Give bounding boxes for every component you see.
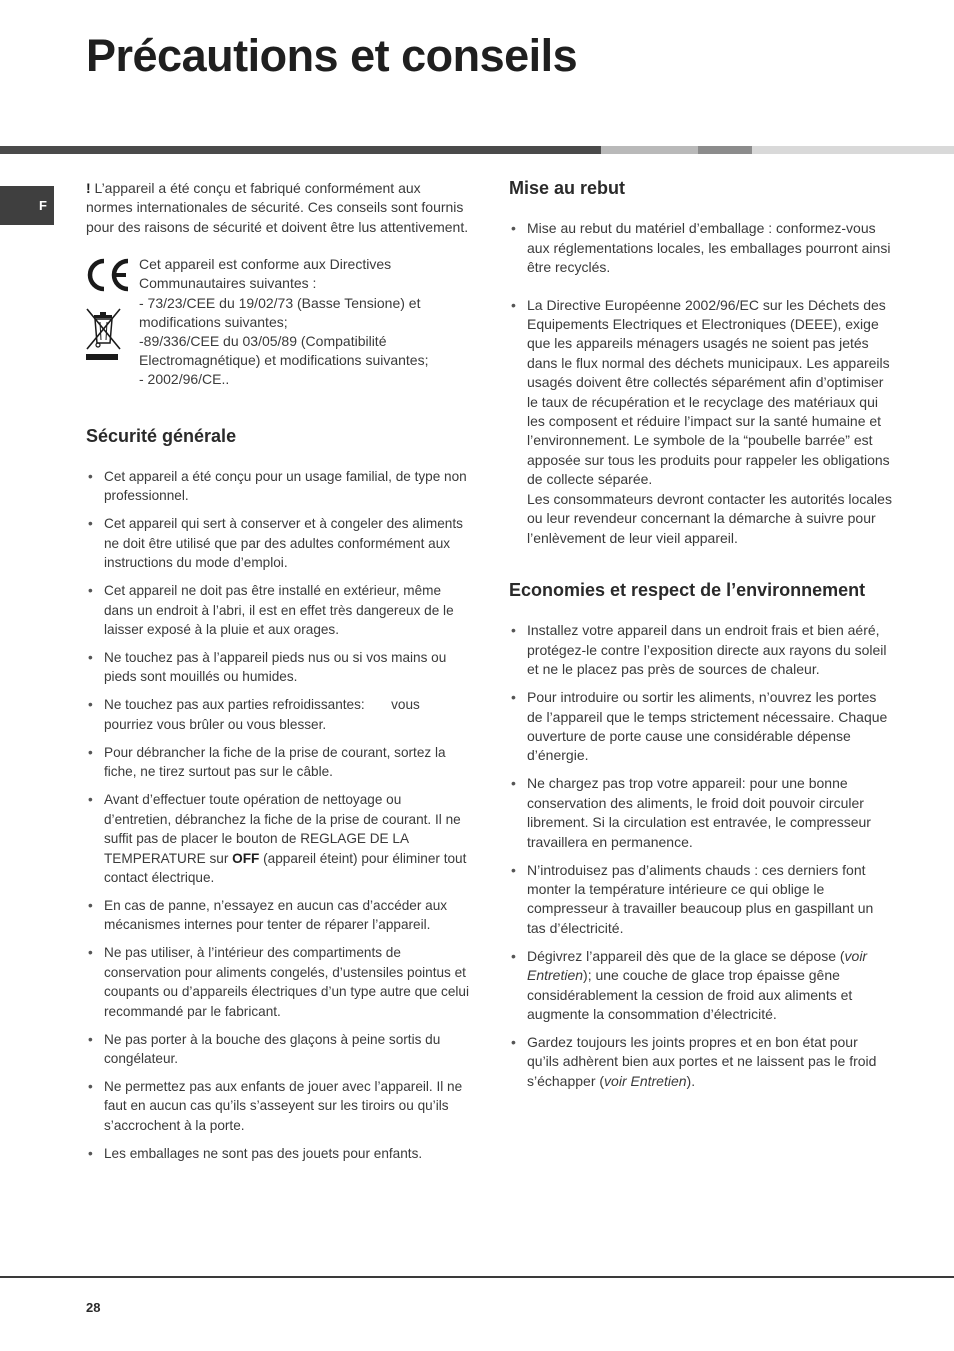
item-text: ). [686,1072,696,1089]
footer-rule [0,1276,954,1278]
conformity-line: -89/336/CEE du 03/05/89 (Compatibilité Electromagnétique) et modifications suivantes; [139,333,429,369]
list-item [509,1033,893,1091]
ce-mark-icon [84,257,132,293]
crossed-bin-icon [84,307,124,365]
list-item: • Ne pas porter à la bouche des glaçons à peine sortis du congélateur. [86,1030,470,1069]
page-title: Précautions et conseils [86,30,578,81]
maintenance-reference: voir Entretien [527,947,868,984]
intro-text: L’appareil a été conçu et fabriqué conformément aux normes internationales de sécurité. Ces conseils sont fournis pour des raisons de sécurité et doivent être lus attentivement. [86,180,469,235]
list-item: • Pour débrancher la fiche de la prise de courant, sortez la fiche, ne tirez surtout pas sur le câble. [86,743,470,782]
list-item: • N’introduisez pas d’aliments chauds : ces derniers font monter la température intérieure ce qui oblige le compresseur à travailler beaucoup plus en gaspillant un tas d’électricité. [509,861,893,939]
item-text: (appareil éteint) pour éliminer tout contact électrique. [104,850,467,885]
list-item: • Cet appareil qui sert à conserver et à congeler des aliments ne doit être utilisé que par des adultes conformément aux instructions du mode d’emploi. [86,514,470,572]
list-item [86,790,470,887]
safety-list [86,467,470,1163]
list-item: • La Directive Européenne 2002/96/EC sur les Déchets des Equipements Electriques et Electroniques (DEEE), exige que les appareils ménagers usagés ne soient pas jetés dans le flux normal des déchets municipaux. Les appareils usagés doivent être collectés séparément afin d’optimiser le taux de récupération et le recyclage des matériaux qui les composent et réduire l’impact sur la santé humaine et l’environnement. Le symbole de la “poubelle barrée” est apposée sur tous les produits pour rappeler les obligations de collecte séparée. Les consommateurs devront contacter les autorités locales ou leur revendeur concernant la démarche à suivre pour l’enlèvement de leur vieil appareil. [509,296,893,548]
item-text: Gardez toujours les joints propres et en bon état pour qu’ils adhèrent bien aux portes et ne laissent pas le froid s’échapper ( [527,1034,877,1089]
list-item: • Les emballages ne sont pas des jouets pour enfants. [86,1144,470,1163]
item-text: ); une couche de glace trop épaisse gêne considérablement la cession de froid aux aliments et augmente la consommation d’électricité. [527,967,853,1022]
list-item: • Ne chargez pas trop votre appareil: pour une bonne conservation des aliments, le froid doit pouvoir circuler librement. Si la circulation est entravée, le compresseur travaillera en permanence. [509,774,893,852]
environment-heading: Economies et respect de l’environnement [509,579,866,600]
list-item [509,947,893,1025]
conformity-block [86,255,470,389]
list-item: • En cas de panne, n’essayez en aucun cas d’accéder aux mécanismes internes pour tenter de réparer l’appareil. [86,896,470,935]
list-item: • Installez votre appareil dans un endroit frais et bien aéré, protégez-le contre l’exposition directe aux rayons du soleil et ne le placez pas près de sources de chaleur. [509,621,893,679]
list-item: • Pour introduire ou sortir les aliments, n’ouvrez les portes de l’appareil que le temps strictement nécessaire. Chaque ouverture de porte cause une considérable dépense d’énergie. [509,688,893,766]
environment-list [509,621,893,1091]
disposal-heading: Mise au rebut [509,178,626,198]
safety-heading: Sécurité générale [86,425,237,446]
page-number: 28 [86,1300,101,1315]
list-item: • Ne pas utiliser, à l’intérieur des compartiments de conservation pour aliments congelés, d’ustensiles pointus et coupants ou d’appareils électriques d’un type autre que celui recommandé par le fabricant. [86,943,470,1021]
maintenance-reference: voir Entretien [604,1072,687,1089]
left-column [86,179,470,1172]
item-text: Avant d’effectuer toute opération de nettoyage ou d’entretien, débranchez la fiche de la prise de courant. Il ne suffit pas de placer le bouton de REGLAGE DE LA TEMPERATURE sur [104,792,461,866]
list-item: • Cet appareil ne doit pas être installé en extérieur, même dans un endroit à l’abri, il est en effet très dangereux de le laisser exposé à la pluie et aux orages. [86,581,470,639]
intro-paragraph [86,179,470,237]
right-column [509,179,893,1100]
conformity-line: Cet appareil est conforme aux Directives Communautaires suivantes : [139,256,392,292]
warning-mark: ! [86,180,91,196]
conformity-text [139,255,470,389]
disposal-list [509,219,893,548]
header-rule-light [601,146,698,154]
header-rule-pale [752,146,954,154]
conformity-line: - 73/23/CEE du 19/02/73 (Basse Tensione) et modifications suivantes; [139,294,421,330]
language-tab-label: F [39,198,47,213]
list-item: • Ne touchez pas à l’appareil pieds nus ou si vos mains ou pieds sont mouillés ou humides. [86,648,470,687]
list-item: • Ne permettez pas aux enfants de jouer avec l’appareil. Il ne faut en aucun cas qu’ils s’asseyent sur les tiroirs ou qu’ils s’accrochent à la porte. [86,1077,470,1135]
header-rule-mid [698,146,752,154]
conformity-line: - 2002/96/CE.. [139,371,230,388]
item-text: Dégivrez l’appareil dès que de la glace se dépose ( [527,947,845,964]
list-item: • Mise au rebut du matériel d’emballage : conformez-vous aux réglementations locales, les emballages pourront ainsi être recyclés. [509,219,893,277]
language-tab [0,186,54,225]
list-item: • Cet appareil a été conçu pour un usage familial, de type non professionnel. [86,467,470,506]
off-label: OFF [232,850,260,866]
conformity-logos [84,257,132,370]
list-item: • Ne touchez pas aux parties refroidissantes: vous pourriez vous brûler ou vous blesser. [86,695,470,734]
header-rule-dark [0,146,601,154]
